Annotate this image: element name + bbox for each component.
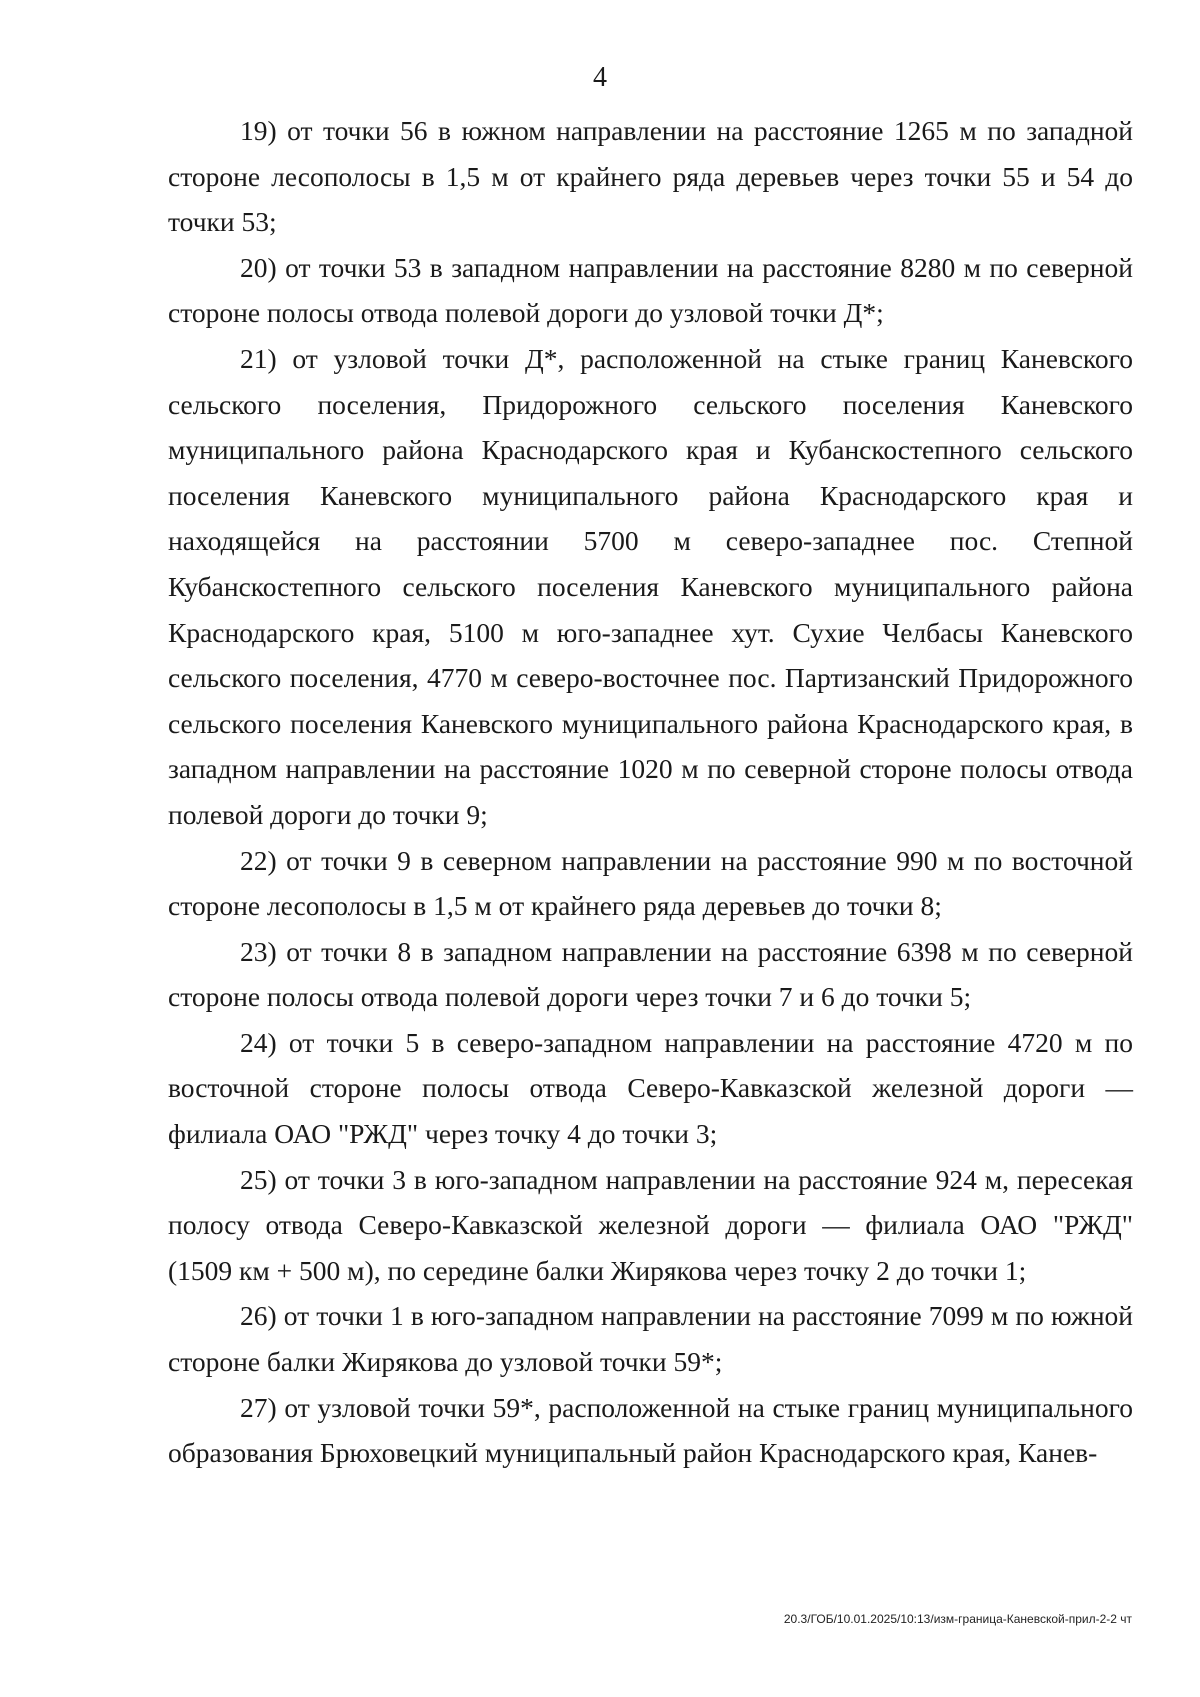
document-body <box>168 108 1133 1476</box>
list-item: 22) от точки 9 в северном направлении на расстояние 990 м по восточной стороне лесополосы в 1,5 м от крайнего ряда деревьев до точки 8; <box>168 844 1133 922</box>
list-item: 27) от узловой точки 59*, расположенной на стыке границ муниципального образования Брюховецкий муниципальный район Краснодарского края, Канев- <box>168 1391 1133 1469</box>
document-footer-id: 20.3/ГОБ/10.01.2025/10:13/изм-граница-Каневской-прил-2-2 чт <box>783 1612 1132 1626</box>
list-item: 24) от точки 5 в северо-западном направлении на расстояние 4720 м по восточной стороне полосы отвода Северо-Кавказской железной дороги — филиала ОАО "РЖД" через точку 4 до точки 3; <box>168 1026 1133 1150</box>
page-number: 4 <box>593 62 607 93</box>
list-item: 26) от точки 1 в юго-западном направлении на расстояние 7099 м по южной стороне балки Жирякова до узловой точки 59*; <box>168 1300 1133 1378</box>
list-item: 20) от точки 53 в западном направлении на расстояние 8280 м по северной стороне полосы отвода полевой дороги до узловой точки Д*; <box>168 251 1133 329</box>
list-item: 19) от точки 56 в южном направлении на расстояние 1265 м по западной стороне лесополосы в 1,5 м от крайнего ряда деревьев через точки 55 и 54 до точки 53; <box>168 115 1133 238</box>
list-item: 23) от точки 8 в западном направлении на расстояние 6398 м по северной стороне полосы отвода полевой дороги через точки 7 и 6 до точки 5; <box>168 935 1133 1013</box>
list-item: 25) от точки 3 в юго-западном направлении на расстояние 924 м, пересекая полосу отвода Северо-Кавказской железной дороги — филиала ОАО "РЖД" (1509 км + 500 м), по середине балки Жирякова через точку 2 до точки 1; <box>168 1163 1133 1286</box>
list-item: 21) от узловой точки Д*, расположенной на стыке границ Каневского сельского поселения, Придорожного сельского поселения Каневского муниципального района Краснодарского края и Кубанскостепного сельского поселения Каневского муниципального района Краснодарского края и находящейся на расстоянии 5700 м северо-западнее пос. Степной Кубанскостепного сельского поселения Каневского муниципального района Краснодарского края, 5100 м юго-западнее хут. Сухие Челбасы Каневского сельского поселения, 4770 м северо-восточнее пос. Партизанский Придорожного сельского поселения Каневского муниципального района Краснодарского края, в западном направлении на расстояние 1020 м по северной стороне полосы отвода полевой дороги до точки 9; <box>168 342 1133 830</box>
